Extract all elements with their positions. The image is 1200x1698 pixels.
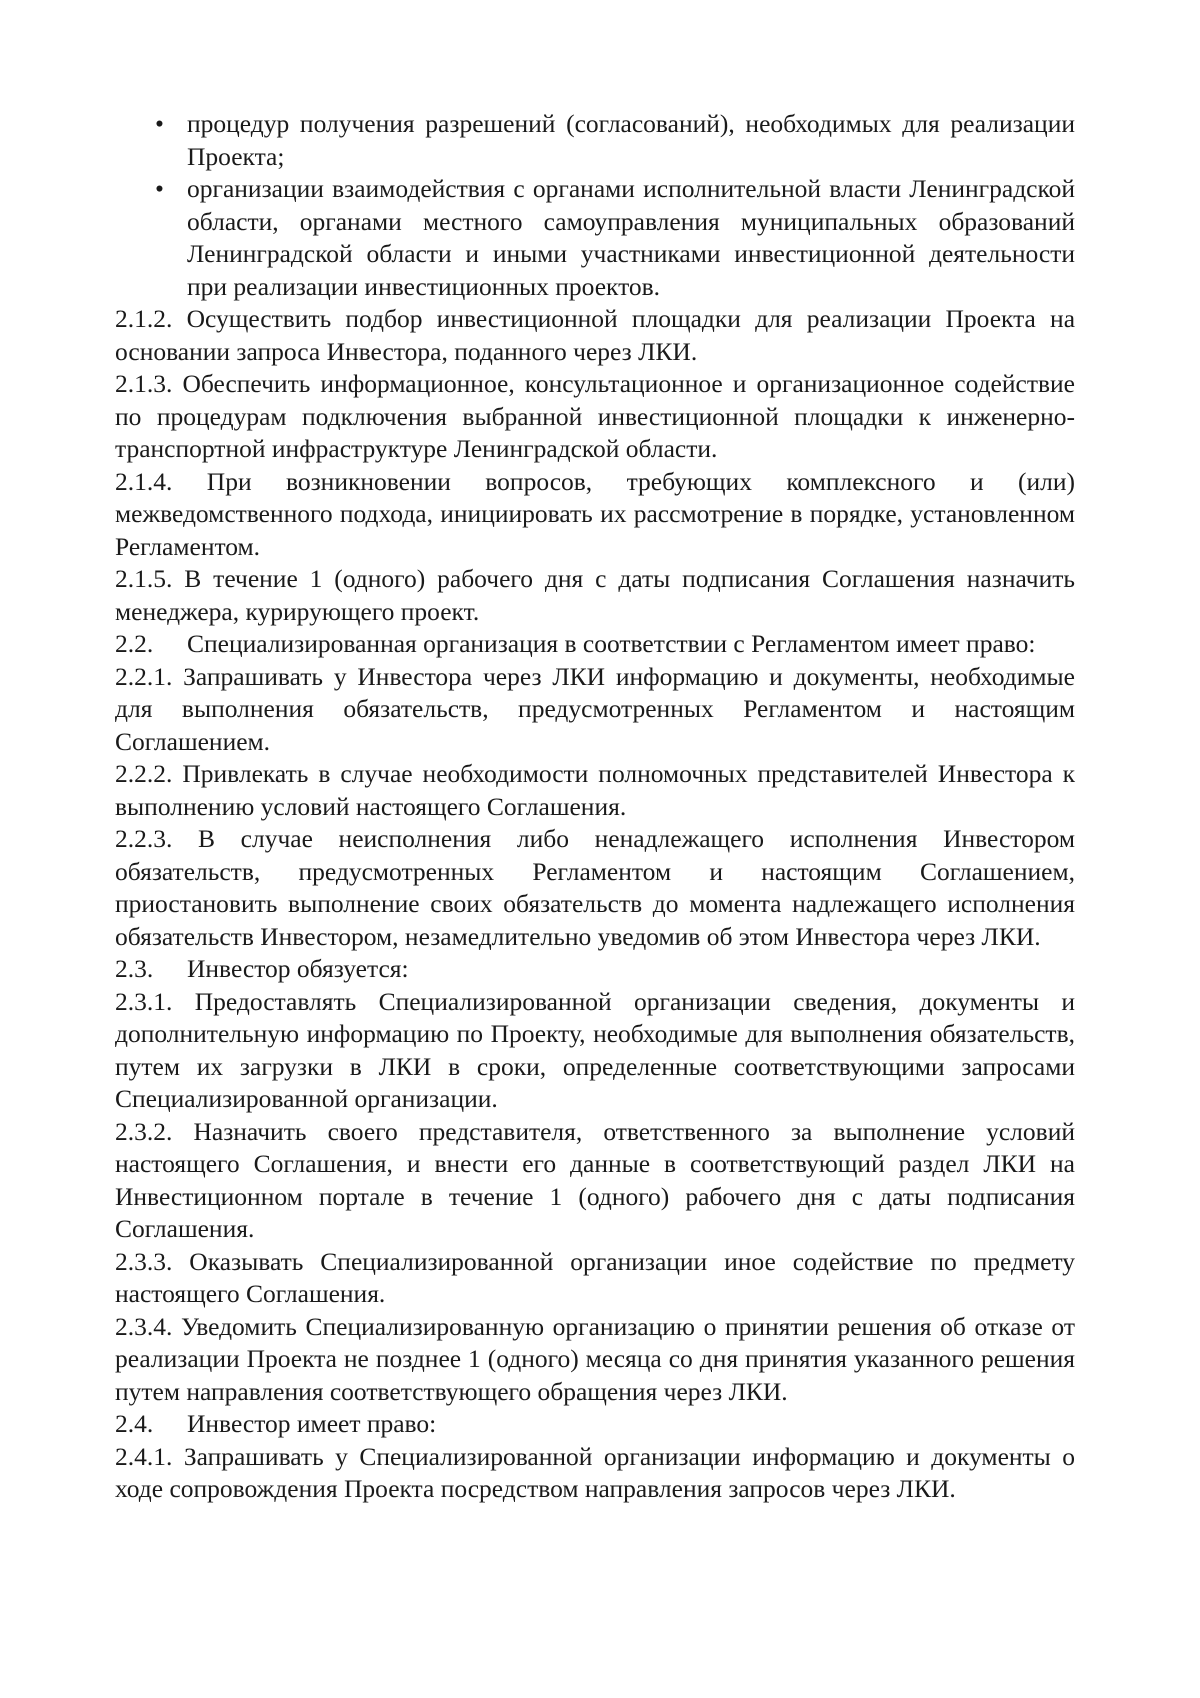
bullet-text: процедур получения разрешений (согласований), необходимых для реализации Проекта; <box>187 109 1075 171</box>
clause-2-3-3 <box>115 1246 1075 1311</box>
clause-text: Осуществить подбор инвестиционной площадки для реализации Проекта на основании запроса Инвестора, поданного через ЛКИ. <box>115 304 1076 366</box>
bullet-icon: • <box>155 109 164 138</box>
clause-number: 2.1.2. <box>115 304 173 333</box>
clause-number: 2.3.2. <box>115 1116 173 1146</box>
clause-text: Инвестор имеет право: <box>187 1409 437 1438</box>
clause-text: Назначить своего представителя, ответственного за выполнение условий настоящего Соглашения, и внести его данные в соответствующий раздел ЛКИ на Инвестиционном портале в течение 1 (одного) рабочего дня с даты подписания Соглашения. <box>115 1116 1075 1243</box>
clause-2-3-1 <box>115 986 1075 1116</box>
bullet-item <box>115 173 1075 303</box>
clause-2-1-3 <box>115 368 1075 466</box>
clause-number: 2.2. <box>115 629 154 658</box>
bullet-text: организации взаимодействия с органами исполнительной власти Ленинградской области, органами местного самоуправления муниципальных образований Ленинградской области и иными участниками инвестиционной деятельности при реализации инвестиционных проектов. <box>187 174 1075 301</box>
clause-text: Привлекать в случае необходимости полномочных представителей Инвестора к выполнению условий настоящего Соглашения. <box>115 759 1076 821</box>
clause-text: В течение 1 (одного) рабочего дня с даты подписания Соглашения назначить менеджера, курирующего проект. <box>115 564 1076 626</box>
clause-2-1-5 <box>115 563 1075 628</box>
clause-text: Обеспечить информационное, консультационное и организационное содействие по процедурам подключения выбранной инвестиционной площадки к инженерно-транспортной инфраструктуре Ленинградской области. <box>115 369 1075 463</box>
clause-number: 2.3.3. <box>115 1246 173 1276</box>
clause-2-1-4 <box>115 466 1075 564</box>
clause-2-3 <box>115 953 1075 986</box>
bullet-list <box>115 108 1075 303</box>
clause-text: Инвестор обязуется: <box>187 954 409 983</box>
clause-text: Запрашивать у Инвестора через ЛКИ информацию и документы, необходимые для выполнения обязательств, предусмотренных Регламентом и настоящим Соглашением. <box>115 661 1076 756</box>
clause-2-4 <box>115 1408 1075 1441</box>
clause-number: 2.2.1. <box>115 661 173 691</box>
clause-text: В случае неисполнения либо ненадлежащего исполнения Инвестором обязательств, предусмотренных Регламентом и настоящим Соглашением, приостановить выполнение своих обязательств до момента надлежащего исполнения обязательств Инвестором, незамедлительно уведомив об этом Инвестора через ЛКИ. <box>115 824 1075 951</box>
clause-2-2 <box>115 628 1075 661</box>
clause-text: Предоставлять Специализированной организации сведения, документы и дополнительную информацию по Проекту, необходимые для выполнения обязательств, путем их загрузки в ЛКИ в сроки, определенные соответствующими запросами Специализированной организации. <box>115 986 1075 1113</box>
clause-text: Уведомить Специализированную организацию о принятии решения об отказе от реализации Проекта не позднее 1 (одного) месяца со дня принятия указанного решения путем направления соответствующего обращения через ЛКИ. <box>115 1311 1075 1406</box>
document-page <box>115 108 1075 1506</box>
clause-text: При возникновении вопросов, требующих комплексного и (или) межведомственного подхода, инициировать их рассмотрение в порядке, установленном Регламентом. <box>115 466 1076 561</box>
clause-2-3-2 <box>115 1116 1075 1246</box>
clause-2-2-2 <box>115 758 1075 823</box>
clause-number: 2.2.3. <box>115 824 173 853</box>
clause-2-3-4 <box>115 1311 1075 1409</box>
clause-number: 2.1.3. <box>115 369 173 398</box>
clause-2-2-1 <box>115 661 1075 759</box>
clause-number: 2.1.5. <box>115 564 173 593</box>
clause-number: 2.4. <box>115 1409 154 1438</box>
clause-2-1-2 <box>115 303 1075 368</box>
bullet-icon: • <box>155 174 164 203</box>
clause-number: 2.2.2. <box>115 759 173 788</box>
clause-number: 2.3.1. <box>115 986 173 1016</box>
clause-2-2-3 <box>115 823 1075 953</box>
clause-2-4-1 <box>115 1441 1075 1506</box>
clause-number: 2.1.4. <box>115 466 173 496</box>
clause-text: Специализированная организация в соответствии с Регламентом имеет право: <box>187 629 1036 658</box>
bullet-item <box>115 108 1075 173</box>
clause-number: 2.4.1. <box>115 1441 173 1471</box>
clause-text: Оказывать Специализированной организации иное содействие по предмету настоящего Соглашения. <box>115 1246 1076 1308</box>
clause-text: Запрашивать у Специализированной организации информацию и документы о ходе сопровождения Проекта посредством направления запросов через ЛКИ. <box>115 1441 1075 1503</box>
clause-number: 2.3. <box>115 954 154 983</box>
clause-number: 2.3.4. <box>115 1311 173 1341</box>
